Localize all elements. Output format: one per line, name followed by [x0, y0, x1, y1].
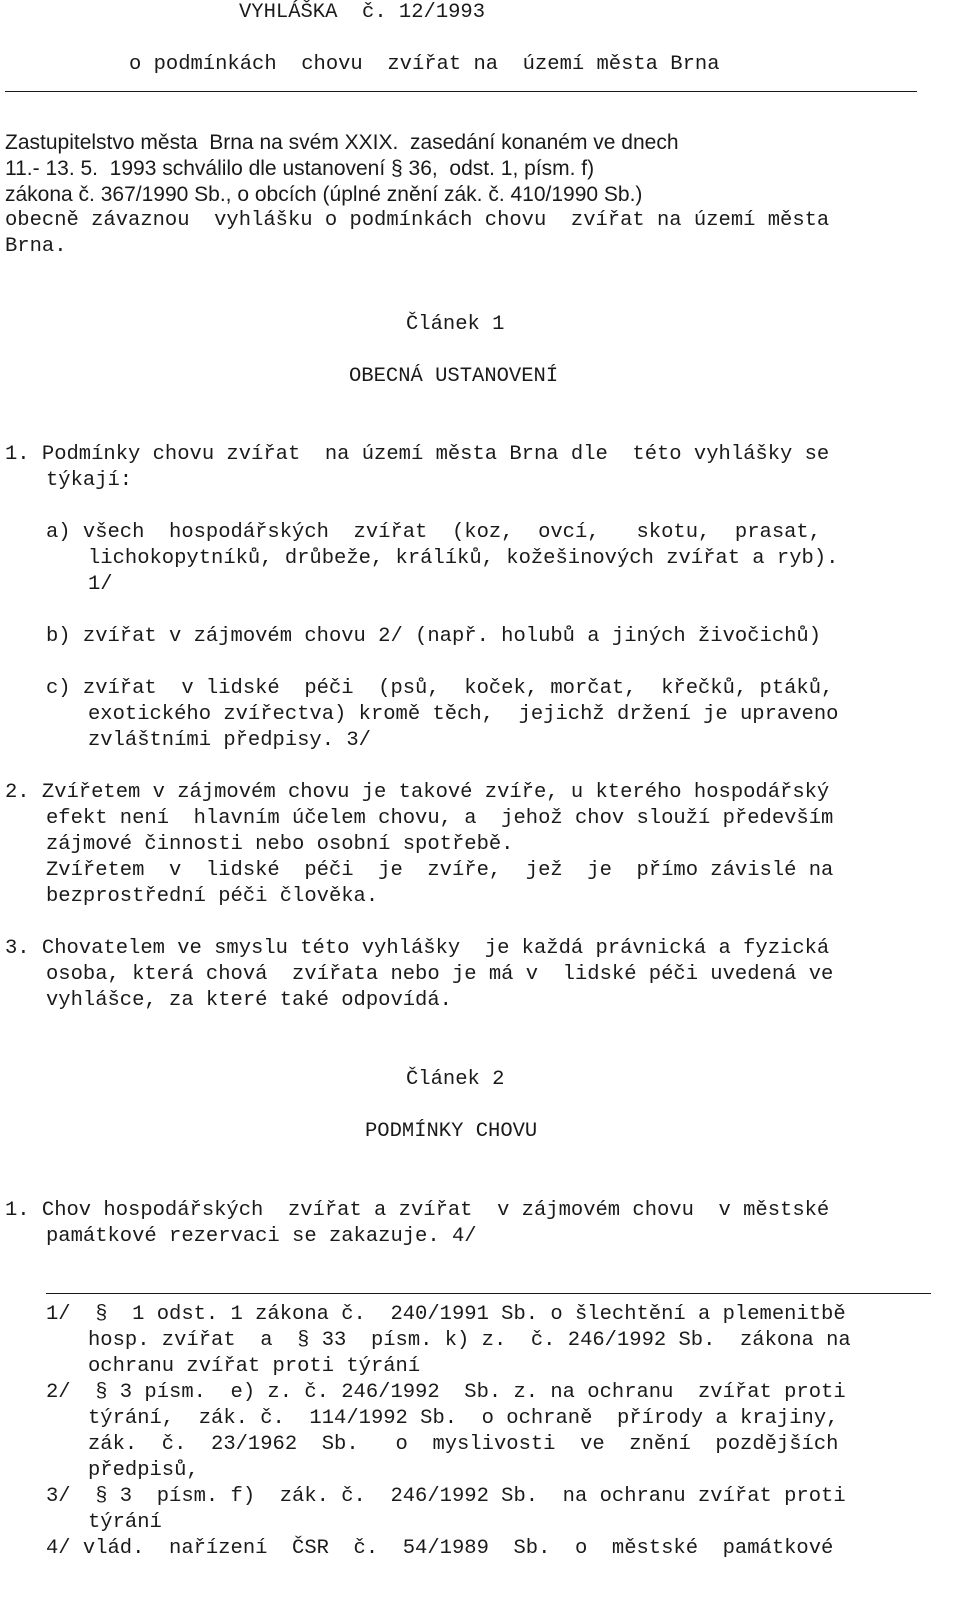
article-1-paragraph-1: týkají:: [46, 469, 133, 492]
article-2-heading: Článek 2: [406, 1068, 505, 1091]
document-title: VYHLÁŠKA č. 12/1993: [239, 1, 486, 24]
list-item-c: exotického zvířectva) kromě těch, jejichž držení je upraveno: [88, 703, 839, 726]
header-divider: [5, 91, 917, 92]
footnote-2: 2/ § 3 písm. e) z. č. 246/1992 Sb. z. na ochranu zvířat proti: [46, 1381, 846, 1404]
article-1-paragraph-1: 1. Podmínky chovu zvířat na území města Brna dle této vyhlášky se: [5, 443, 830, 466]
footnote-2: zák. č. 23/1962 Sb. o myslivosti ve znění pozdějších: [88, 1433, 839, 1456]
article-1-paragraph-3: osoba, která chová zvířata nebo je má v lidské péči uvedená ve: [46, 963, 834, 986]
list-item-a: a) všech hospodářských zvířat (koz, ovcí, skotu, prasat,: [46, 521, 822, 544]
footnote-2: týrání, zák. č. 114/1992 Sb. o ochraně přírody a krajiny,: [88, 1407, 839, 1430]
article-1-paragraph-3: 3. Chovatelem ve smyslu této vyhlášky je každá právnická a fyzická: [5, 937, 830, 960]
article-1-paragraph-3: vyhlášce, za které také odpovídá.: [46, 989, 452, 1012]
footnote-1: 1/ § 1 odst. 1 zákona č. 240/1991 Sb. o šlechtění a plemenitbě: [46, 1303, 846, 1326]
footnote-2: předpisů,: [88, 1459, 199, 1482]
article-1-paragraph-2: efekt není hlavním účelem chovu, a jehož chov slouží především: [46, 807, 834, 830]
footnote-3: týrání: [88, 1511, 162, 1534]
article-2-paragraph-1: 1. Chov hospodářských zvířat a zvířat v zájmovém chovu v městské: [5, 1199, 830, 1222]
article-1-paragraph-2: 2. Zvířetem v zájmovém chovu je takové zvíře, u kterého hospodářský: [5, 781, 830, 804]
list-item-b: b) zvířat v zájmovém chovu 2/ (např. holubů a jiných živočichů): [46, 625, 822, 648]
list-item-c: zvláštními předpisy. 3/: [88, 729, 371, 752]
article-1-paragraph-2: zájmové činnosti nebo osobní spotřebě.: [46, 833, 514, 856]
footnote-4: 4/ vlád. nařízení ČSR č. 54/1989 Sb. o městské památkové: [46, 1537, 834, 1560]
footnote-1: hosp. zvířat a § 33 písm. k) z. č. 246/1992 Sb. zákona na: [88, 1329, 851, 1352]
intro-line: Brna.: [5, 235, 67, 258]
footnote-divider: [46, 1293, 931, 1294]
intro-line: zákona č. 367/1990 Sb., o obcích (úplné znění zák. č. 410/1990 Sb.): [5, 183, 643, 206]
article-1-heading: Článek 1: [406, 313, 505, 336]
list-item-c: c) zvířat v lidské péči (psů, koček, morčat, křečků, ptáků,: [46, 677, 834, 700]
article-1-paragraph-2: bezprostřední péči člověka.: [46, 885, 379, 908]
list-item-a: 1/: [88, 573, 113, 596]
article-2-title: PODMÍNKY CHOVU: [365, 1120, 538, 1143]
article-1-paragraph-2: Zvířetem v lidské péči je zvíře, jež je přímo závislé na: [46, 859, 834, 882]
footnote-1: ochranu zvířat proti týrání: [88, 1355, 421, 1378]
document-subtitle: o podmínkách chovu zvířat na území města Brna: [129, 53, 720, 76]
article-1-title: OBECNÁ USTANOVENÍ: [349, 365, 559, 388]
footnote-3: 3/ § 3 písm. f) zák. č. 246/1992 Sb. na ochranu zvířat proti: [46, 1485, 846, 1508]
intro-line: 11.- 13. 5. 1993 schválilo dle ustanovení § 36, odst. 1, písm. f): [5, 157, 595, 180]
article-2-paragraph-1: památkové rezervaci se zakazuje. 4/: [46, 1225, 477, 1248]
list-item-a: lichokopytníků, drůbeže, králíků, kožešinových zvířat a ryb).: [88, 547, 839, 570]
intro-line: obecně závaznou vyhlášku o podmínkách chovu zvířat na území města: [5, 209, 830, 232]
intro-line: Zastupitelstvo města Brna na svém XXIX. zasedání konaném ve dnech: [5, 131, 679, 154]
